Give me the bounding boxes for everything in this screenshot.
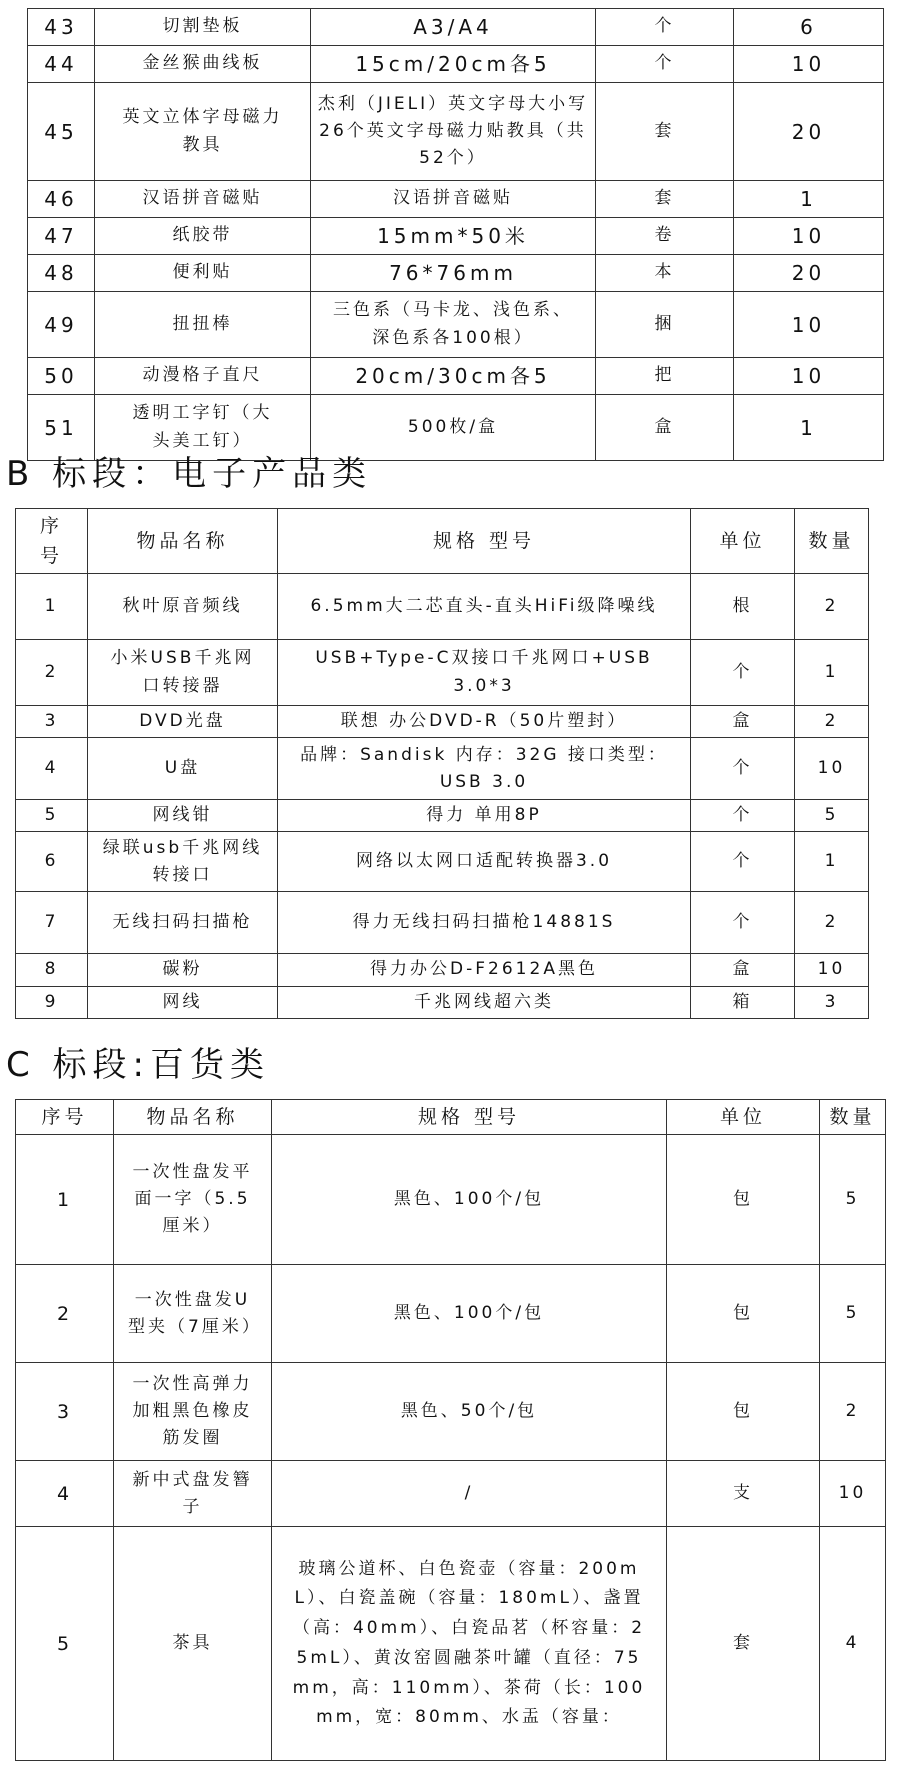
- qty-cell: 5: [820, 1135, 886, 1265]
- seq-cell: 3: [16, 706, 88, 738]
- name-cell: 碳粉: [88, 954, 278, 986]
- table-row: [16, 1265, 886, 1363]
- unit-cell: 根: [691, 574, 795, 640]
- table-row: [28, 83, 884, 181]
- unit-cell: 个: [691, 738, 795, 800]
- spec-cell: 黑色、100个/包: [272, 1135, 667, 1265]
- table-row: [16, 738, 869, 800]
- table-row: [28, 395, 884, 461]
- table-row: [28, 292, 884, 358]
- spec-cell: 千兆网线超六类: [278, 986, 691, 1018]
- unit-cell: 本: [596, 255, 734, 292]
- header-row: [16, 509, 869, 574]
- electronics-table-body: [16, 574, 869, 1019]
- seq-cell: 5: [16, 800, 88, 832]
- spec-cell: 500枚/盒: [311, 395, 596, 461]
- qty-cell: 1: [734, 395, 884, 461]
- spec-cell: 网络以太网口适配转换器3.0: [278, 832, 691, 892]
- qty-cell: 10: [734, 218, 884, 255]
- spec-cell: 20cm/30cm各5: [311, 358, 596, 395]
- table-row: [28, 181, 884, 218]
- spec-cell: 黑色、100个/包: [272, 1265, 667, 1363]
- spec-cell: 玻璃公道杯、白色瓷壶（容量：200mL）、白瓷盖碗（容量：180mL）、盏置（高：40mm）、白瓷品茗（杯容量：25mL）、黄汝窑圆融茶叶罐（直径：75mm，高：110mm）、茶荷（长：100mm，宽：80mm、水盂（容量：: [272, 1527, 667, 1761]
- qty-cell: 6: [734, 9, 884, 46]
- unit-cell: 捆: [596, 292, 734, 358]
- name-cell: 切割垫板: [95, 9, 311, 46]
- header-seq: 序号: [16, 509, 88, 574]
- spec-cell: 76*76mm: [311, 255, 596, 292]
- unit-cell: 个: [691, 640, 795, 706]
- spec-cell: 得力 单用8P: [278, 800, 691, 832]
- name-cell: 无线扫码扫描枪: [88, 892, 278, 954]
- qty-cell: 5: [820, 1265, 886, 1363]
- name-cell: U盘: [88, 738, 278, 800]
- unit-cell: 包: [667, 1265, 820, 1363]
- name-cell: 茶具: [114, 1527, 272, 1761]
- section-c-title: C 标段:百货类: [6, 1045, 271, 1085]
- general-goods-table: [15, 1099, 886, 1761]
- header-seq: 序号: [16, 1100, 114, 1135]
- seq-cell: 2: [16, 640, 88, 706]
- seq-cell: 49: [28, 292, 95, 358]
- spec-cell: 15cm/20cm各5: [311, 46, 596, 83]
- unit-cell: 盒: [596, 395, 734, 461]
- spec-cell: 得力办公D-F2612A黑色: [278, 954, 691, 986]
- stationery-table-continued: [27, 8, 884, 461]
- unit-cell: 个: [691, 832, 795, 892]
- unit-cell: 包: [667, 1363, 820, 1461]
- header-spec: 规格 型号: [272, 1100, 667, 1135]
- seq-cell: 9: [16, 986, 88, 1018]
- header-name: 物品名称: [114, 1100, 272, 1135]
- table-row: [16, 1363, 886, 1461]
- seq-cell: 48: [28, 255, 95, 292]
- seq-cell: 5: [16, 1527, 114, 1761]
- name-cell: 秋叶原音频线: [88, 574, 278, 640]
- spec-cell: 得力无线扫码扫描枪14881S: [278, 892, 691, 954]
- name-cell: 透明工字钉（大头美工钉）: [95, 395, 311, 461]
- name-cell: 小米USB千兆网口转接器: [88, 640, 278, 706]
- seq-cell: 3: [16, 1363, 114, 1461]
- table-row: [16, 1135, 886, 1265]
- unit-cell: 卷: [596, 218, 734, 255]
- seq-cell: 2: [16, 1265, 114, 1363]
- unit-cell: 个: [596, 46, 734, 83]
- header-unit: 单位: [667, 1100, 820, 1135]
- unit-cell: 套: [596, 181, 734, 218]
- spec-cell: 三色系（马卡龙、浅色系、深色系各100根）: [311, 292, 596, 358]
- qty-cell: 1: [795, 832, 869, 892]
- qty-cell: 5: [795, 800, 869, 832]
- name-cell: DVD光盘: [88, 706, 278, 738]
- unit-cell: 个: [691, 892, 795, 954]
- name-cell: 扭扭棒: [95, 292, 311, 358]
- unit-cell: 把: [596, 358, 734, 395]
- name-cell: 一次性高弹力加粗黑色橡皮筋发圈: [114, 1363, 272, 1461]
- spec-cell: /: [272, 1461, 667, 1527]
- qty-cell: 10: [734, 358, 884, 395]
- seq-cell: 7: [16, 892, 88, 954]
- spec-cell: A3/A4: [311, 9, 596, 46]
- qty-cell: 2: [820, 1363, 886, 1461]
- table-row: [28, 46, 884, 83]
- spec-cell: 杰利（JIELI）英文字母大小写26个英文字母磁力贴教具（共52个）: [311, 83, 596, 181]
- seq-cell: 1: [16, 574, 88, 640]
- qty-cell: 10: [734, 46, 884, 83]
- table-row: [16, 640, 869, 706]
- spec-cell: 品牌：Sandisk 内存：32G 接口类型：USB 3.0: [278, 738, 691, 800]
- qty-cell: 2: [795, 706, 869, 738]
- table-row: [16, 800, 869, 832]
- unit-cell: 个: [596, 9, 734, 46]
- seq-cell: 1: [16, 1135, 114, 1265]
- header-unit: 单位: [691, 509, 795, 574]
- spec-cell: 联想 办公DVD-R（50片塑封）: [278, 706, 691, 738]
- name-cell: 便利贴: [95, 255, 311, 292]
- table-row: [16, 892, 869, 954]
- table-row: [16, 954, 869, 986]
- qty-cell: 10: [820, 1461, 886, 1527]
- header-row: [16, 1100, 886, 1135]
- unit-cell: 盒: [691, 706, 795, 738]
- table-row: [16, 574, 869, 640]
- table-row: [16, 986, 869, 1018]
- unit-cell: 个: [691, 800, 795, 832]
- qty-cell: 2: [795, 892, 869, 954]
- table-row: [16, 1461, 886, 1527]
- header-qty: 数量: [795, 509, 869, 574]
- name-cell: 一次性盘发U型夹（7厘米）: [114, 1265, 272, 1363]
- seq-cell: 6: [16, 832, 88, 892]
- seq-cell: 50: [28, 358, 95, 395]
- unit-cell: 箱: [691, 986, 795, 1018]
- seq-cell: 4: [16, 738, 88, 800]
- seq-cell: 8: [16, 954, 88, 986]
- qty-cell: 1: [734, 181, 884, 218]
- electronics-table-header: [16, 509, 869, 574]
- unit-cell: 套: [667, 1527, 820, 1761]
- name-cell: 绿联usb千兆网线转接口: [88, 832, 278, 892]
- qty-cell: 2: [795, 574, 869, 640]
- name-cell: 新中式盘发簪子: [114, 1461, 272, 1527]
- table-row: [28, 218, 884, 255]
- general-goods-table-header: [16, 1100, 886, 1135]
- qty-cell: 3: [795, 986, 869, 1018]
- header-qty: 数量: [820, 1100, 886, 1135]
- seq-cell: 43: [28, 9, 95, 46]
- table-row: [16, 832, 869, 892]
- stationery-table-body: [28, 9, 884, 461]
- qty-cell: 1: [795, 640, 869, 706]
- header-name: 物品名称: [88, 509, 278, 574]
- qty-cell: 10: [795, 954, 869, 986]
- spec-cell: 汉语拼音磁贴: [311, 181, 596, 218]
- unit-cell: 盒: [691, 954, 795, 986]
- qty-cell: 10: [734, 292, 884, 358]
- table-row: [28, 255, 884, 292]
- spec-cell: 15mm*50米: [311, 218, 596, 255]
- spec-cell: 黑色、50个/包: [272, 1363, 667, 1461]
- seq-cell: 44: [28, 46, 95, 83]
- name-cell: 网线钳: [88, 800, 278, 832]
- name-cell: 动漫格子直尺: [95, 358, 311, 395]
- section-b-title: B 标段：电子产品类: [6, 454, 373, 494]
- qty-cell: 20: [734, 255, 884, 292]
- table-row: [16, 1527, 886, 1761]
- qty-cell: 4: [820, 1527, 886, 1761]
- table-row: [28, 358, 884, 395]
- name-cell: 金丝猴曲线板: [95, 46, 311, 83]
- general-goods-table-body: [16, 1135, 886, 1761]
- unit-cell: 包: [667, 1135, 820, 1265]
- seq-cell: 4: [16, 1461, 114, 1527]
- name-cell: 汉语拼音磁贴: [95, 181, 311, 218]
- seq-cell: 46: [28, 181, 95, 218]
- name-cell: 英文立体字母磁力教具: [95, 83, 311, 181]
- unit-cell: 支: [667, 1461, 820, 1527]
- qty-cell: 20: [734, 83, 884, 181]
- name-cell: 一次性盘发平面一字（5.5厘米）: [114, 1135, 272, 1265]
- seq-cell: 45: [28, 83, 95, 181]
- unit-cell: 套: [596, 83, 734, 181]
- name-cell: 网线: [88, 986, 278, 1018]
- table-row: [28, 9, 884, 46]
- table-row: [16, 706, 869, 738]
- spec-cell: 6.5mm大二芯直头-直头HiFi级降噪线: [278, 574, 691, 640]
- header-spec: 规格 型号: [278, 509, 691, 574]
- name-cell: 纸胶带: [95, 218, 311, 255]
- spec-cell: USB+Type-C双接口千兆网口+USB3.0*3: [278, 640, 691, 706]
- electronics-table: [15, 508, 869, 1019]
- seq-cell: 47: [28, 218, 95, 255]
- seq-cell: 51: [28, 395, 95, 461]
- qty-cell: 10: [795, 738, 869, 800]
